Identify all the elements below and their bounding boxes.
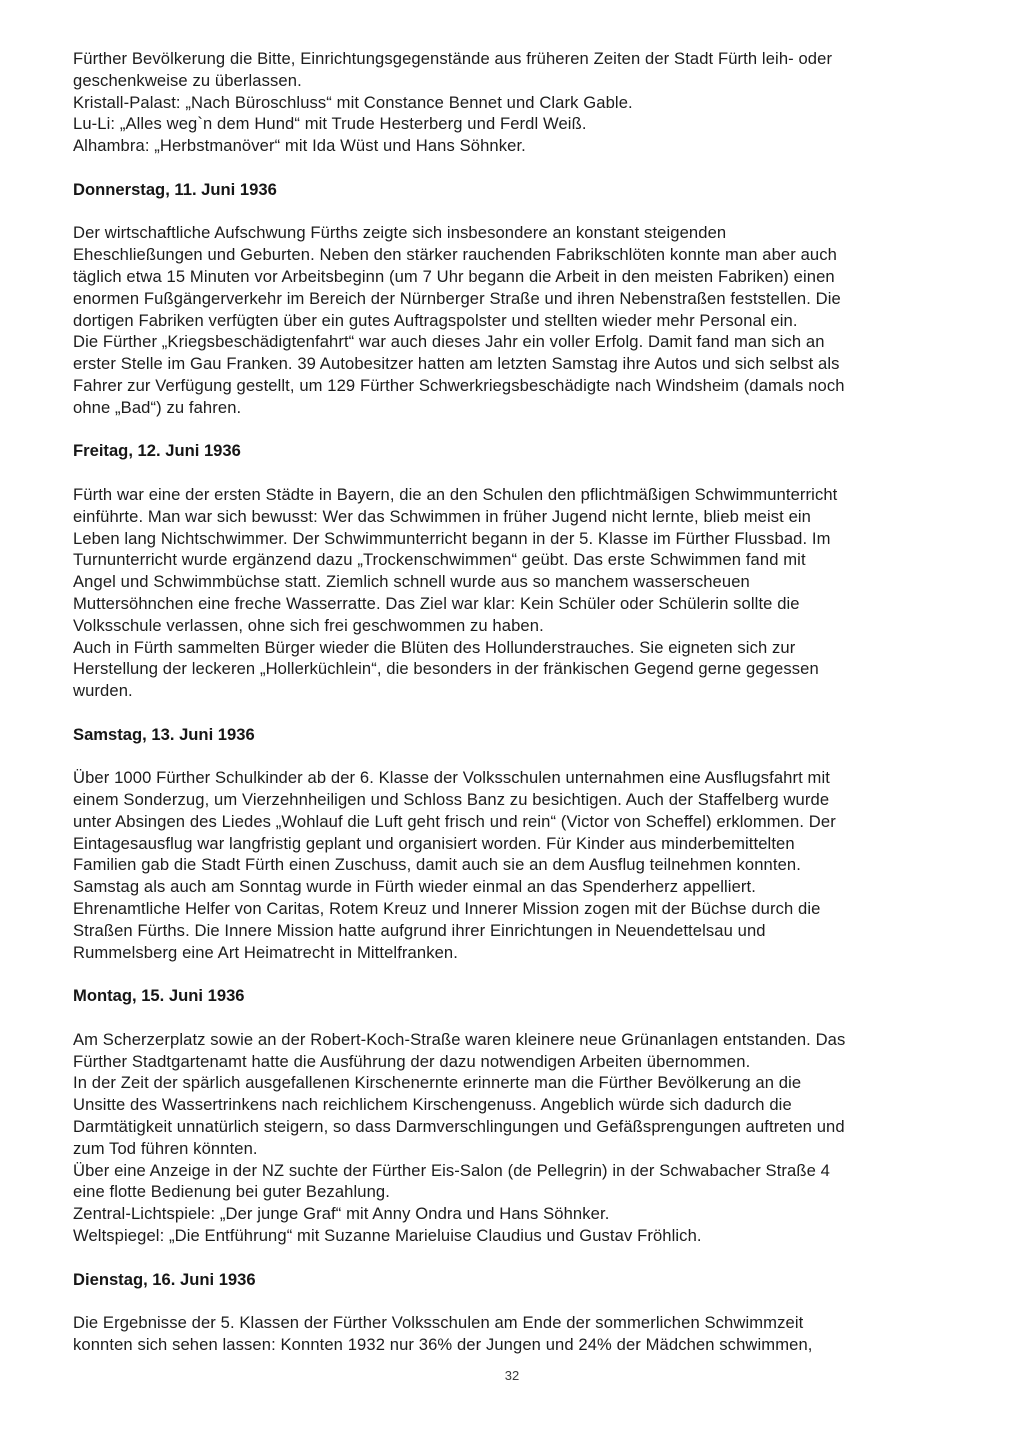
section-paragraph [73,1029,951,1247]
text-line: einführte. Man war sich bewusst: Wer das Schwimmen in früher Jugend nicht lernte, blieb meist ein [73,506,812,526]
text-line: geschenkweise zu überlassen. [73,70,302,90]
text-line: Straßen Fürths. Die Innere Mission hatte aufgrund ihrer Einrichtungen in Neuendettelsau und [73,920,766,940]
text-line: Eintagesausflug war langfristig geplant und organisiert worden. Für Kinder aus minderbemittelten [73,833,795,853]
section-heading: Donnerstag, 11. Juni 1936 [73,179,277,199]
section-paragraph [73,1312,951,1356]
text-line: Fürther Stadtgartenamt hatte die Ausführung der dazu notwendigen Arbeiten übernommen. [73,1051,751,1071]
text-line: Weltspiegel: „Die Entführung“ mit Suzanne Marieluise Claudius und Gustav Fröhlich. [73,1226,702,1246]
diary-section [73,440,951,702]
text-line: wurden. [73,681,133,701]
text-line: Auch in Fürth sammelten Bürger wieder die Blüten des Hollunderstrauches. Sie eigneten sich zur [73,637,796,657]
text-line: Fahrer zur Verfügung gestellt, um 129 Fürther Schwerkriegsbeschädigte nach Windsheim (damals noch [73,375,845,395]
text-line: konnten sich sehen lassen: Konnten 1932 nur 36% der Jungen und 24% der Mädchen schwimmen, [73,1335,813,1355]
text-line: ohne „Bad“) zu fahren. [73,397,242,417]
text-line: eine flotte Bedienung bei guter Bezahlung. [73,1182,390,1202]
text-line: enormen Fußgängerverkehr im Bereich der Nürnberger Straße und ihren Nebenstraßen feststellen. Die [73,288,841,308]
text-line: Samstag als auch am Sonntag wurde in Fürth wieder einmal an das Spenderherz appelliert. [73,877,756,897]
text-line: täglich etwa 15 Minuten vor Arbeitsbeginn (um 7 Uhr begann die Arbeit in den meisten Fabriken) einen [73,266,835,286]
text-line: Turnunterricht wurde ergänzend dazu „Trockenschwimmen“ geübt. Das erste Schwimmen fand mit [73,550,806,570]
text-line: Angel und Schwimmbüchse statt. Ziemlich schnell wurde aus so manchem wasserscheuen [73,572,750,592]
text-line: Zentral-Lichtspiele: „Der junge Graf“ mit Anny Ondra und Hans Söhnker. [73,1204,610,1224]
text-line: Familien gab die Stadt Fürth einen Zuschuss, damit auch sie an dem Ausflug teilnehmen konnten. [73,855,801,875]
text-line: Muttersöhnchen eine freche Wasserratte. Das Ziel war klar: Kein Schüler oder Schülerin sollte die [73,593,800,613]
text-line: Rummelsberg eine Art Heimatrecht in Mittelfranken. [73,942,458,962]
text-line: Leben lang Nichtschwimmer. Der Schwimmunterricht begann in der 5. Klasse im Fürther Flussbad. Im [73,528,831,548]
diary-section [73,724,951,964]
section-heading: Dienstag, 16. Juni 1936 [73,1269,256,1289]
text-line: Unsitte des Wassertrinkens nach reichlichem Kirschengenuss. Angeblich würde sich dadurch die [73,1095,792,1115]
section-paragraph [73,767,951,963]
diary-section [73,1269,951,1356]
text-line: Die Ergebnisse der 5. Klassen der Fürther Volksschulen am Ende der sommerlichen Schwimmzeit [73,1313,804,1333]
text-line: Die Fürther „Kriegsbeschädigtenfahrt“ war auch dieses Jahr ein voller Erfolg. Damit fand man sich an [73,332,825,352]
text-line: Kristall-Palast: „Nach Büroschluss“ mit Constance Bennet und Clark Gable. [73,92,633,112]
text-line: Fürth war eine der ersten Städte in Bayern, die an den Schulen den pflichtmäßigen Schwimmunterricht [73,484,838,504]
text-line: Eheschließungen und Geburten. Neben den stärker rauchenden Fabrikschlöten konnte man aber auch [73,245,837,265]
text-line: Herstellung der leckeren „Hollerküchlein“, die besonders in der fränkischen Gegend gerne gegessen [73,659,819,679]
text-line: Lu-Li: „Alles weg`n dem Hund“ mit Trude Hesterberg und Ferdl Weiß. [73,114,587,134]
section-heading: Montag, 15. Juni 1936 [73,986,245,1006]
document-body [73,48,951,1356]
page-number: 32 [504,1367,520,1383]
text-line: Am Scherzerplatz sowie an der Robert-Koch-Straße waren kleinere neue Grünanlagen entstanden. Das [73,1029,846,1049]
text-line: einem Sonderzug, um Vierzehnheiligen und Schloss Banz zu besichtigen. Auch der Staffelberg wurde [73,790,830,810]
section-heading: Freitag, 12. Juni 1936 [73,441,241,461]
text-line: Volksschule verlassen, ohne sich frei geschwommen zu haben. [73,615,544,635]
text-line: Darmtätigkeit unnatürlich steigern, so dass Darmverschlingungen und Gefäßsprengungen auftreten und [73,1117,845,1137]
text-line: In der Zeit der spärlich ausgefallenen Kirschenernte erinnerte man die Fürther Bevölkerung an die [73,1073,802,1093]
text-line: erster Stelle im Gau Franken. 39 Autobesitzer hatten am letzten Samstag ihre Autos und sich selbst als [73,354,840,374]
text-line: Fürther Bevölkerung die Bitte, Einrichtungsgegenstände aus früheren Zeiten der Stadt Fürth leih- oder [73,49,833,68]
section-paragraph [73,484,951,702]
text-line: Über eine Anzeige in der NZ suchte der Fürther Eis-Salon (de Pellegrin) in der Schwabacher Straße 4 [73,1160,830,1180]
diary-section [73,985,951,1247]
text-line: dortigen Fabriken verfügten über ein gutes Auftragspolster und stellten wieder mehr Personal ein. [73,310,798,330]
text-line: unter Absingen des Liedes „Wohlauf die Luft geht frisch und rein“ (Victor von Scheffel) erklommen. Der [73,811,836,831]
section-paragraph [73,48,951,157]
section-heading: Samstag, 13. Juni 1936 [73,724,255,744]
text-line: zum Tod führen könnten. [73,1138,258,1158]
diary-section [73,179,951,419]
text-line: Alhambra: „Herbstmanöver“ mit Ida Wüst und Hans Söhnker. [73,136,526,156]
text-line: Über 1000 Fürther Schulkinder ab der 6. Klasse der Volksschulen unternahmen eine Ausflugsfahrt mit [73,768,830,788]
text-line: Ehrenamtliche Helfer von Caritas, Rotem Kreuz und Innerer Mission zogen mit der Büchse durch die [73,899,821,919]
text-line: Der wirtschaftliche Aufschwung Fürths zeigte sich insbesondere an konstant steigenden [73,223,727,243]
section-paragraph [73,222,951,418]
diary-section [73,48,951,157]
